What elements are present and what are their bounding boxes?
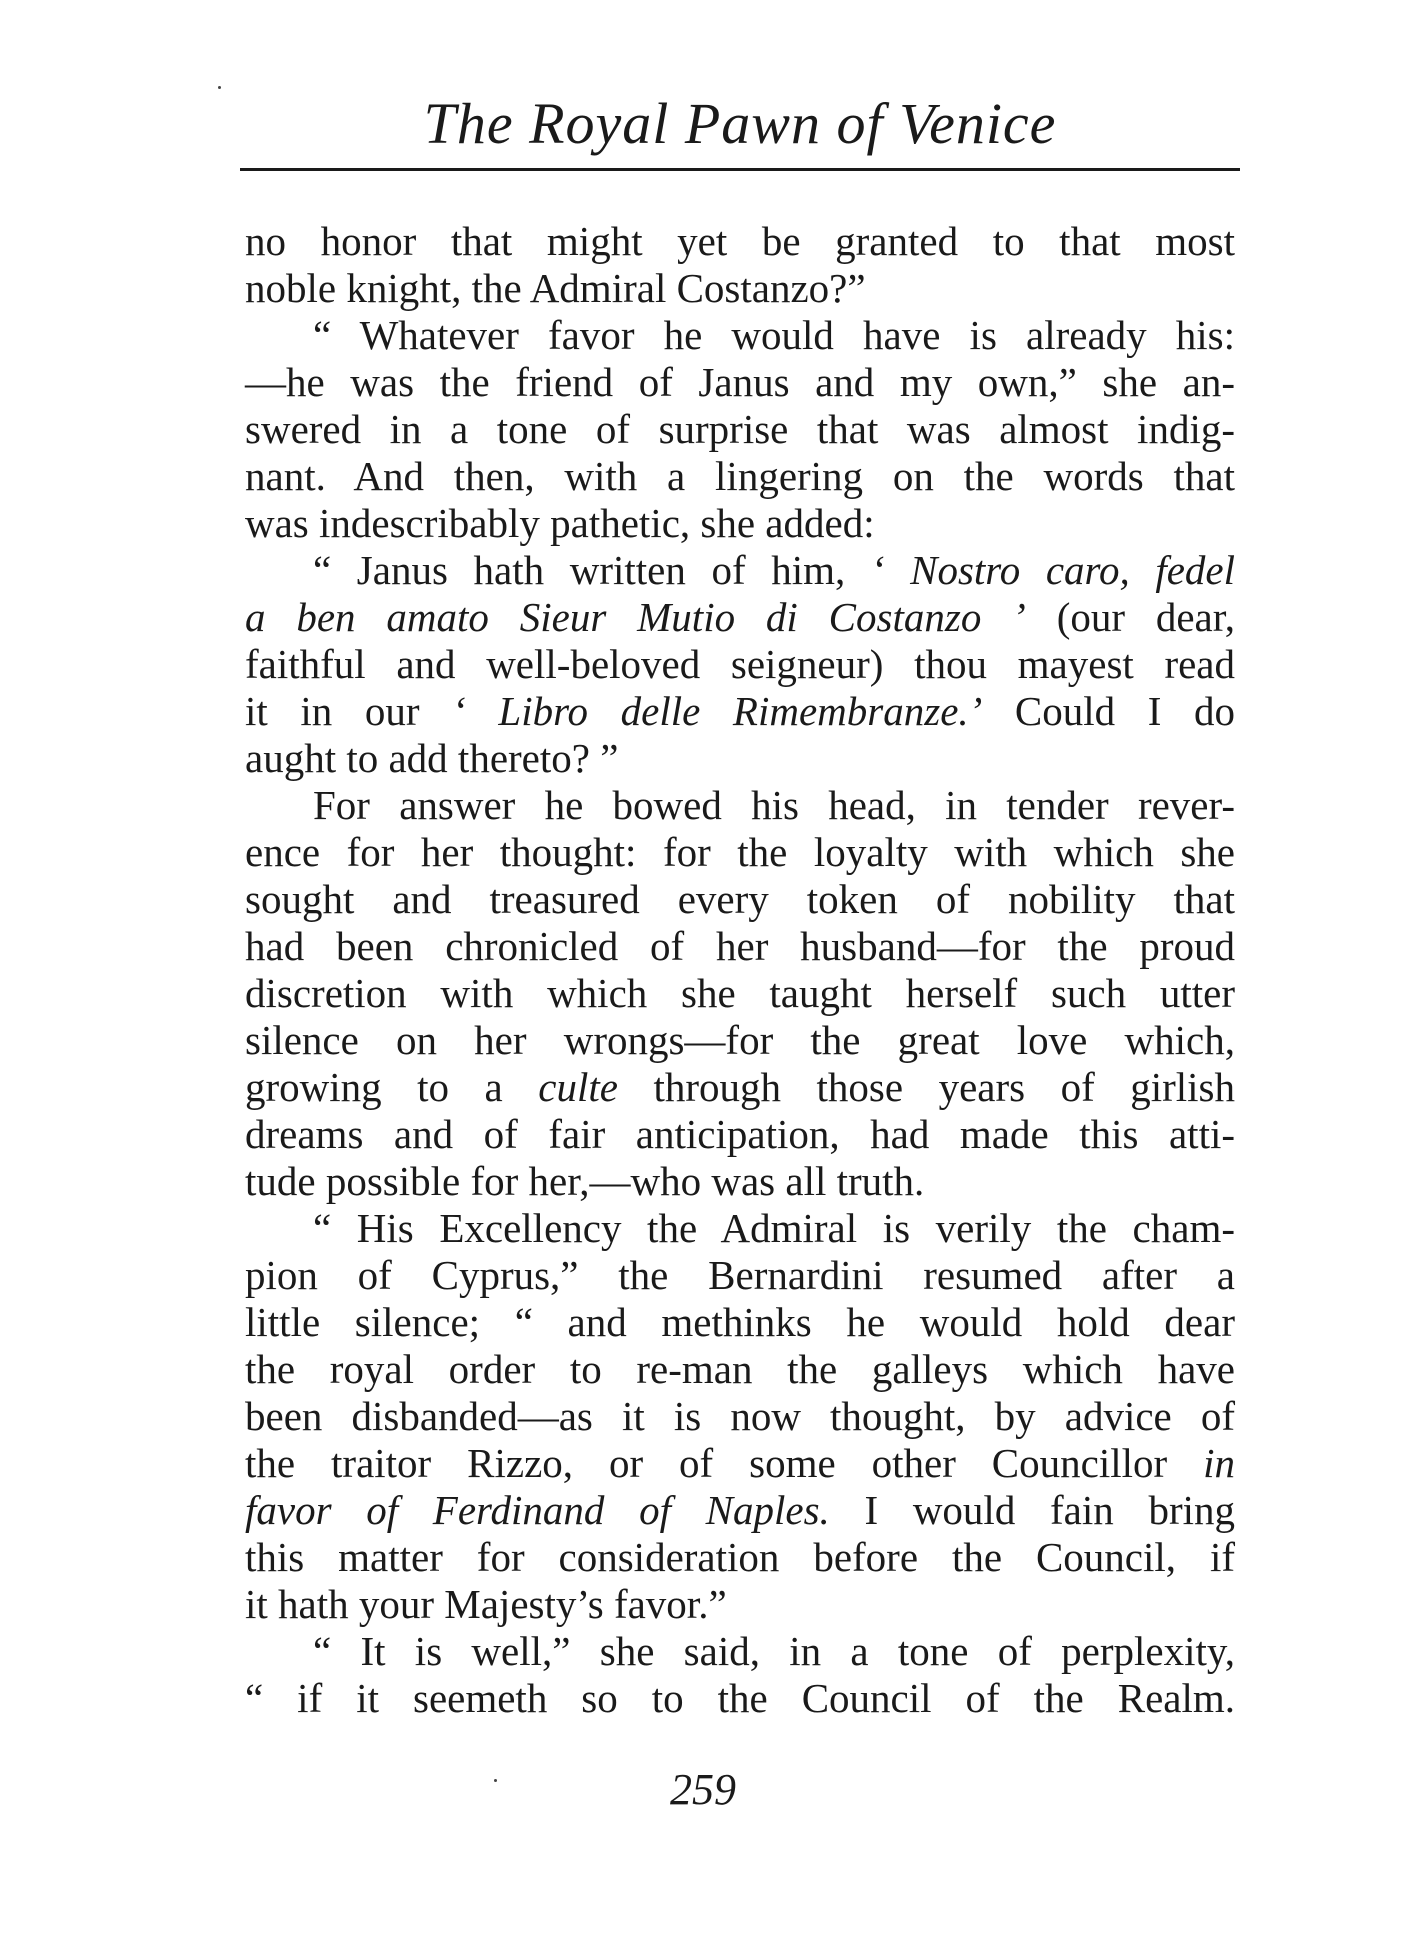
text-segment: Could I do <box>1014 688 1236 734</box>
text-segment: growing to a <box>245 1064 503 1110</box>
header-rule <box>240 168 1240 171</box>
text-segment: (our dear, <box>1056 594 1236 640</box>
text-line: noble knight, the Admiral Costanzo?” <box>245 265 866 311</box>
text-line: pion of Cyprus,” the Bernardini resumed after a <box>245 1252 1235 1298</box>
italic-segment: culte <box>538 1064 618 1110</box>
italic-segment: in <box>1203 1440 1235 1486</box>
paper-speck <box>218 86 221 89</box>
text-line: aught to add thereto? ” <box>245 735 619 781</box>
text-line: sought and treasured every token of nobility that <box>245 876 1235 922</box>
text-segment: I would fain bring <box>864 1487 1235 1533</box>
text-line <box>245 1064 1235 1111</box>
text-line <box>245 594 1235 641</box>
text-line: faithful and well-beloved seigneur) thou mayest read <box>245 641 1235 687</box>
text-line: swered in a tone of surprise that was almost indig- <box>245 406 1235 452</box>
text-line: ence for her thought: for the loyalty with which she <box>245 829 1235 875</box>
text-line: this matter for consideration before the Council, if <box>245 1534 1235 1580</box>
text-line: no honor that might yet be granted to that most <box>245 218 1235 264</box>
text-line: “ His Excellency the Admiral is verily the cham- <box>313 1205 1235 1251</box>
text-line: it hath your Majesty’s favor.” <box>245 1581 727 1627</box>
text-segment: through those years of girlish <box>653 1064 1236 1110</box>
text-segment: the traitor Rizzo, or of some other Councillor <box>245 1440 1168 1486</box>
text-line: For answer he bowed his head, in tender rever- <box>313 782 1235 828</box>
text-line <box>245 688 1235 735</box>
paper-speck <box>494 1779 497 1782</box>
italic-segment: favor of Ferdinand of Naples. <box>245 1487 830 1533</box>
text-line <box>245 1440 1235 1487</box>
text-line: silence on her wrongs—for the great love which, <box>245 1017 1235 1063</box>
text-segment: it in our <box>245 688 420 734</box>
text-line: “ It is well,” she said, in a tone of perplexity, <box>313 1628 1235 1674</box>
text-line: dreams and of fair anticipation, had made this atti- <box>245 1111 1235 1157</box>
text-line: was indescribably pathetic, she added: <box>245 500 875 546</box>
text-line: “ if it seemeth so to the Council of the Realm. <box>245 1675 1235 1721</box>
page-number: 259 <box>670 1765 736 1814</box>
italic-segment: a ben amato Sieur Mutio di Costanzo ’ <box>245 594 1026 640</box>
text-line: little silence; “ and methinks he would hold dear <box>245 1299 1235 1345</box>
body-text <box>245 218 1235 1722</box>
text-line: had been chronicled of her husband—for the proud <box>245 923 1235 969</box>
italic-segment: ‘ Libro delle Rimembranze.’ <box>452 688 983 734</box>
text-line: been disbanded—as it is now thought, by advice of <box>245 1393 1235 1439</box>
text-line <box>245 547 1235 594</box>
text-line: nant. And then, with a lingering on the words that <box>245 453 1235 499</box>
text-line: tude possible for her,—who was all truth. <box>245 1158 925 1204</box>
italic-segment: ‘ Nostro caro, fedel <box>870 547 1236 593</box>
text-segment: “ Janus hath written of him, <box>313 547 846 593</box>
text-line: the royal order to re-man the galleys which have <box>245 1346 1235 1392</box>
text-line: discretion with which she taught herself such utter <box>245 970 1235 1016</box>
text-line: “ Whatever favor he would have is already his: <box>313 312 1235 358</box>
text-line <box>245 1487 1235 1534</box>
text-line: —he was the friend of Janus and my own,” she an- <box>245 359 1235 405</box>
running-head-title: The Royal Pawn of Venice <box>423 91 1057 156</box>
